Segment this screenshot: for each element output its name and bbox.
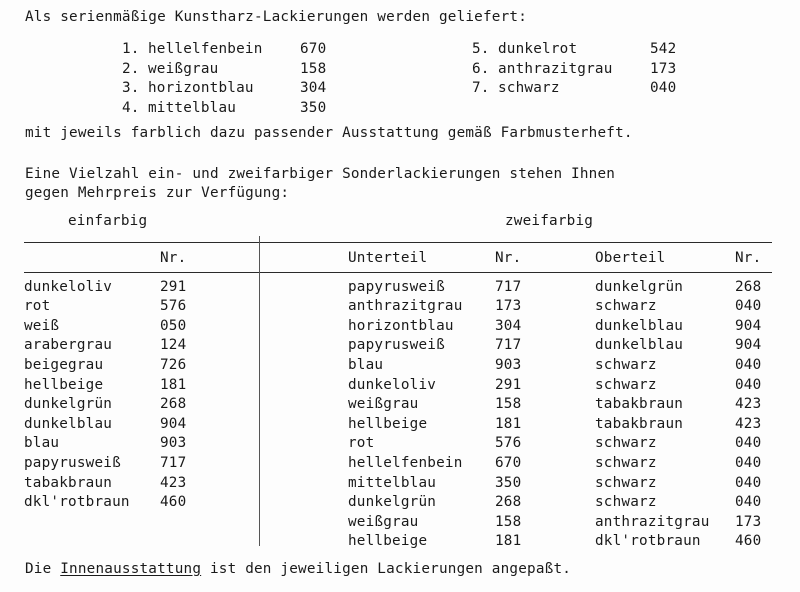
list-item-name: mittelblau xyxy=(148,99,237,116)
header-gap xyxy=(24,270,220,279)
cell-oberteil: anthrazitgrau xyxy=(595,513,710,530)
cell-unterteil: hellelfenbein xyxy=(348,454,463,471)
special-paint-offer-line-2: gegen Mehrpreis zur Verfügung: xyxy=(25,185,290,201)
table-row xyxy=(348,318,795,338)
cell-color-name: dunkeloliv xyxy=(24,278,113,295)
cell-color-name: blau xyxy=(24,435,60,452)
table-row xyxy=(24,475,220,495)
header-oberteil: Oberteil xyxy=(595,250,666,266)
list-item xyxy=(122,99,344,119)
cell-nr-unten: 181 xyxy=(495,415,522,432)
list-item-name: schwarz xyxy=(498,80,560,96)
cell-unterteil: weißgrau xyxy=(348,396,419,413)
footer-suffix: ist den jeweiligen Lackierungen angepaßt. xyxy=(201,561,572,577)
cell-unterteil: horizontblau xyxy=(348,317,454,334)
cell-nr-oben: 040 xyxy=(735,454,762,471)
cell-color-name: dunkelgrün xyxy=(24,396,113,413)
cell-nr: 903 xyxy=(160,435,187,452)
list-item-number: 6. xyxy=(472,60,490,77)
cell-nr-unten: 158 xyxy=(495,396,522,413)
footer-underlined-term: Innenausstattung xyxy=(60,561,202,577)
cell-unterteil: hellbeige xyxy=(348,533,428,550)
cell-oberteil: dunkelgrün xyxy=(595,278,684,295)
two-color-table xyxy=(348,250,795,553)
cell-unterteil: weißgrau xyxy=(348,513,419,530)
list-item-code: 040 xyxy=(650,80,677,96)
cell-nr-unten: 268 xyxy=(495,494,522,511)
table-row xyxy=(24,357,220,377)
cell-unterteil: papyrusweiß xyxy=(348,278,445,295)
table-row xyxy=(24,298,220,318)
cell-oberteil: schwarz xyxy=(595,454,657,471)
cell-nr: 124 xyxy=(160,337,187,354)
standard-colors-right-list xyxy=(472,40,694,99)
list-item-name: hellelfenbein xyxy=(148,41,263,57)
cell-oberteil: schwarz xyxy=(595,376,657,393)
cell-nr: 291 xyxy=(160,278,187,295)
list-item-number: 3. xyxy=(122,80,140,96)
cell-nr-unten: 304 xyxy=(495,317,522,334)
header-gap xyxy=(348,270,795,279)
header-nr-oben: Nr. xyxy=(735,250,762,266)
cell-nr-unten: 181 xyxy=(495,533,522,550)
matching-equipment-note: mit jeweils farblich dazu passender Ausstattung gemäß Farbmusterheft. xyxy=(25,125,633,141)
list-item-number: 1. xyxy=(122,41,140,57)
cell-nr-unten: 717 xyxy=(495,278,522,295)
cell-oberteil: schwarz xyxy=(595,474,657,491)
cell-unterteil: anthrazitgrau xyxy=(348,298,463,315)
table-top-rule xyxy=(24,242,772,243)
cell-oberteil: tabakbraun xyxy=(595,415,684,432)
cell-nr-oben: 040 xyxy=(735,298,762,315)
table-row xyxy=(348,435,795,455)
single-color-table-header xyxy=(24,250,220,270)
table-row xyxy=(24,318,220,338)
table-header-row xyxy=(24,250,220,270)
single-color-table-body xyxy=(24,279,220,514)
list-item-number: 5. xyxy=(472,41,490,57)
cell-nr-oben: 904 xyxy=(735,337,762,354)
cell-nr: 050 xyxy=(160,317,187,334)
table-row xyxy=(348,396,795,416)
cell-nr: 268 xyxy=(160,396,187,413)
table-row xyxy=(24,416,220,436)
list-item xyxy=(122,40,344,60)
table-row xyxy=(24,455,220,475)
cell-nr-unten: 158 xyxy=(495,513,522,530)
cell-color-name: dkl'rotbraun xyxy=(24,494,130,511)
list-item xyxy=(122,60,344,80)
section-heading-zweifarbig: zweifarbig xyxy=(505,213,594,229)
cell-nr-oben: 040 xyxy=(735,376,762,393)
cell-unterteil: mittelblau xyxy=(348,474,437,491)
cell-nr: 460 xyxy=(160,494,187,511)
cell-color-name: tabakbraun xyxy=(24,474,113,491)
two-color-table-header xyxy=(348,250,795,270)
cell-color-name: arabergrau xyxy=(24,337,113,354)
list-item-number: 4. xyxy=(122,99,140,116)
table-row xyxy=(348,337,795,357)
section-heading-einfarbig: einfarbig xyxy=(68,213,148,229)
cell-oberteil: dkl'rotbraun xyxy=(595,533,701,550)
cell-color-name: dunkelblau xyxy=(24,415,113,432)
table-row xyxy=(24,435,220,455)
list-item-code: 173 xyxy=(650,60,677,77)
list-item xyxy=(122,79,344,99)
cell-oberteil: dunkelblau xyxy=(595,317,684,334)
cell-nr-unten: 670 xyxy=(495,454,522,471)
list-item-code: 304 xyxy=(300,80,327,96)
table-row xyxy=(348,475,795,495)
cell-color-name: hellbeige xyxy=(24,376,104,393)
table-row xyxy=(348,533,795,553)
cell-nr-oben: 460 xyxy=(735,533,762,550)
cell-color-name: rot xyxy=(24,298,51,315)
two-color-table-body xyxy=(348,279,795,553)
cell-nr-unten: 576 xyxy=(495,435,522,452)
list-item-code: 542 xyxy=(650,41,677,57)
footer-paragraph xyxy=(25,560,571,579)
table-row xyxy=(348,377,795,397)
intro-paragraph: Als serienmäßige Kunstharz-Lackierungen werden geliefert: xyxy=(25,9,528,25)
table-row xyxy=(24,377,220,397)
cell-unterteil: hellbeige xyxy=(348,415,428,432)
cell-oberteil: tabakbraun xyxy=(595,396,684,413)
header-nr: Nr. xyxy=(160,250,187,266)
cell-nr-oben: 040 xyxy=(735,435,762,452)
cell-nr-unten: 291 xyxy=(495,376,522,393)
cell-nr-oben: 423 xyxy=(735,396,762,413)
table-row xyxy=(24,494,220,514)
cell-nr-oben: 173 xyxy=(735,513,762,530)
single-color-table xyxy=(24,250,220,514)
cell-nr-oben: 040 xyxy=(735,494,762,511)
list-item-number: 7. xyxy=(472,80,490,96)
cell-unterteil: papyrusweiß xyxy=(348,337,445,354)
cell-unterteil: rot xyxy=(348,435,375,452)
list-item-code: 350 xyxy=(300,99,327,116)
list-item-name: anthrazitgrau xyxy=(498,60,613,77)
cell-nr-unten: 173 xyxy=(495,298,522,315)
table-row xyxy=(348,357,795,377)
cell-nr-unten: 350 xyxy=(495,474,522,491)
cell-nr: 726 xyxy=(160,356,187,373)
table-row xyxy=(24,337,220,357)
table-row xyxy=(348,514,795,534)
list-item-code: 158 xyxy=(300,60,327,77)
list-item-name: dunkelrot xyxy=(498,41,578,57)
cell-nr-oben: 268 xyxy=(735,278,762,295)
table-header-row xyxy=(348,250,795,270)
cell-nr-oben: 423 xyxy=(735,415,762,432)
table-row xyxy=(348,279,795,299)
table-row xyxy=(348,455,795,475)
list-item-name: weißgrau xyxy=(148,60,219,77)
cell-nr: 576 xyxy=(160,298,187,315)
list-item-number: 2. xyxy=(122,60,140,77)
cell-unterteil: blau xyxy=(348,356,384,373)
special-paint-offer-line-1: Eine Vielzahl ein- und zweifarbiger Sonderlackierungen stehen Ihnen xyxy=(25,166,616,182)
cell-nr-oben: 040 xyxy=(735,356,762,373)
table-column-divider xyxy=(259,236,260,546)
cell-nr-oben: 040 xyxy=(735,474,762,491)
table-row xyxy=(24,396,220,416)
table-row xyxy=(348,494,795,514)
table-row xyxy=(348,416,795,436)
cell-oberteil: schwarz xyxy=(595,494,657,511)
cell-nr: 423 xyxy=(160,474,187,491)
footer-prefix: Die xyxy=(25,561,61,577)
cell-oberteil: schwarz xyxy=(595,435,657,452)
list-item-name: horizontblau xyxy=(148,80,254,96)
cell-oberteil: schwarz xyxy=(595,356,657,373)
table-row xyxy=(348,298,795,318)
cell-color-name: papyrusweiß xyxy=(24,454,121,471)
cell-nr: 181 xyxy=(160,376,187,393)
cell-oberteil: dunkelblau xyxy=(595,337,684,354)
header-nr-unten: Nr. xyxy=(495,250,522,266)
cell-nr: 717 xyxy=(160,454,187,471)
cell-color-name: beigegrau xyxy=(24,356,104,373)
table-row xyxy=(24,279,220,299)
cell-unterteil: dunkelgrün xyxy=(348,494,437,511)
list-item xyxy=(472,79,694,99)
cell-color-name: weiß xyxy=(24,317,60,334)
cell-nr: 904 xyxy=(160,415,187,432)
standard-colors-left-list xyxy=(122,40,344,118)
cell-nr-oben: 904 xyxy=(735,317,762,334)
cell-oberteil: schwarz xyxy=(595,298,657,315)
list-item xyxy=(472,60,694,80)
list-item-code: 670 xyxy=(300,41,327,57)
cell-nr-unten: 903 xyxy=(495,356,522,373)
list-item xyxy=(472,40,694,60)
cell-nr-unten: 717 xyxy=(495,337,522,354)
header-unterteil: Unterteil xyxy=(348,250,428,266)
cell-unterteil: dunkeloliv xyxy=(348,376,437,393)
